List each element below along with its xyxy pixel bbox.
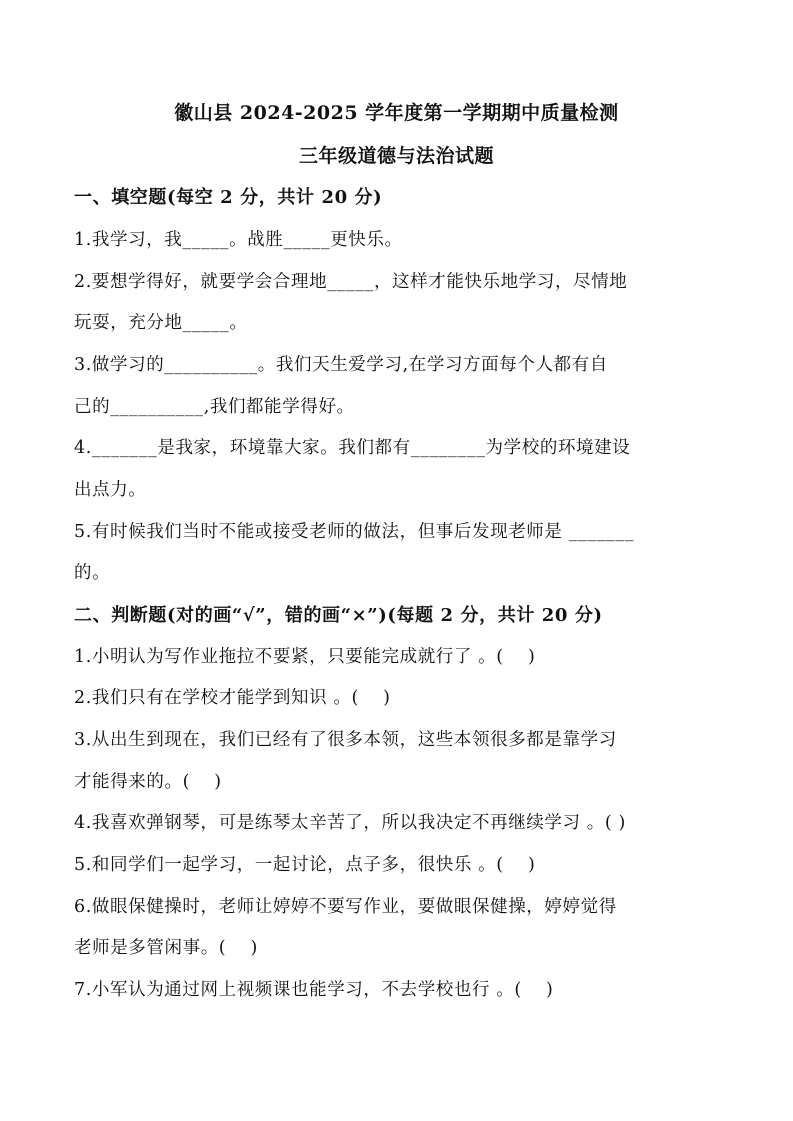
true-false-line: 2.我们只有在学校才能学到知识 。( ) xyxy=(74,688,391,708)
fill-blank-line: 2.要想学得好，就要学会合理地_____，这样才能快乐地学习，尽情地 xyxy=(74,272,628,292)
true-false-line: 4.我喜欢弹钢琴，可是练琴太辛苦了，所以我决定不再继续学习 。( ) xyxy=(74,813,626,833)
true-false-line: 7.小军认为通过网上视频课也能学习，不去学校也行 。( ) xyxy=(74,980,554,1000)
fill-blank-line: 3.做学习的__________。我们天生爱学习,在学习方面每个人都有自 xyxy=(74,355,608,375)
fill-blank-line: 1.我学习，我_____。战胜_____更快乐。 xyxy=(74,230,403,250)
fill-blank-line: 玩耍，充分地_____。 xyxy=(74,313,248,333)
true-false-line: 6.做眼保健操时，老师让婷婷不要写作业，要做眼保健操，婷婷觉得 xyxy=(74,897,617,917)
true-false-line: 才能得来的。( ) xyxy=(74,772,222,792)
true-false-line: 1.小明认为写作业拖拉不要紧，只要能完成就行了 。( ) xyxy=(74,647,536,667)
fill-blank-line: 4._______是我家，环境靠大家。我们都有________为学校的环境建设 xyxy=(74,438,631,458)
fill-blank-line: 的。 xyxy=(74,563,111,583)
fill-blank-line: 己的__________,我们都能学得好。 xyxy=(74,397,355,417)
fill-blank-line: 5.有时候我们当时不能或接受老师的做法，但事后发现老师是 _______ xyxy=(74,522,635,542)
true-false-line: 3.从出生到现在，我们已经有了很多本领，这些本领很多都是靠学习 xyxy=(74,730,617,750)
true-false-line: 5.和同学们一起学习，一起讨论，点子多，很快乐 。( ) xyxy=(74,855,536,875)
exam-title: 徽山县 2024-2025 学年度第一学期期中质量检测 xyxy=(174,102,619,124)
fill-blank-line: 出点力。 xyxy=(74,480,147,500)
exam-subtitle: 三年级道德与法治试题 xyxy=(298,145,494,167)
true-false-line: 老师是多管闲事。( ) xyxy=(74,938,258,958)
section-2-heading: 二、判断题(对的画“√”，错的画“×”)(每题 2 分，共计 20 分) xyxy=(74,605,603,626)
section-1-heading: 一、填空题(每空 2 分，共计 20 分) xyxy=(74,187,383,208)
